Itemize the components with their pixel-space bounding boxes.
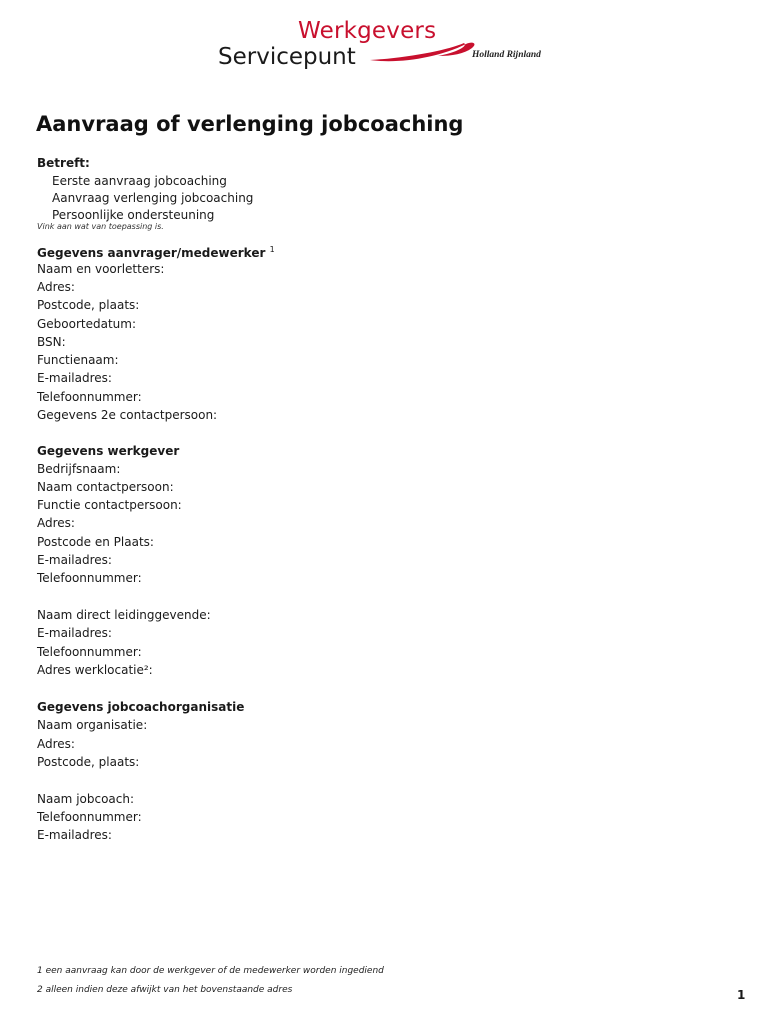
field-werkgever-email: E-mailadres: (37, 553, 112, 567)
field-werkgever-adres: Adres: (37, 516, 75, 530)
option-verlenging: Aanvraag verlenging jobcoaching (52, 191, 254, 205)
field-adres: Adres: (37, 280, 75, 294)
field-functienaam: Functienaam: (37, 353, 119, 367)
section-heading-werkgever: Gegevens werkgever (37, 444, 180, 458)
footnote-1: 1 een aanvraag kan door de werkgever of de medewerker worden ingediend (37, 966, 384, 976)
field-naam-contactpersoon: Naam contactpersoon: (37, 480, 174, 494)
field-functie-contactpersoon: Functie contactpersoon: (37, 498, 182, 512)
field-leidinggevende-email: E-mailadres: (37, 626, 112, 640)
page-number: 1 (737, 988, 746, 1002)
field-contactpersoon-2: Gegevens 2e contactpersoon: (37, 408, 218, 422)
aanvrager-heading-text: Gegevens aanvrager/medewerker (37, 246, 266, 260)
field-geboortedatum: Geboortedatum: (37, 317, 137, 331)
footnote-2: 2 alleen indien deze afwijkt van het bovenstaande adres (37, 985, 293, 995)
field-werkgever-postcode: Postcode en Plaats: (37, 535, 154, 549)
field-naam-leidinggevende: Naam direct leidinggevende: (37, 608, 211, 622)
betreft-label: Betreft: (37, 156, 90, 170)
logo-servicepunt: Servicepunt (218, 44, 356, 70)
option-persoonlijke-ondersteuning: Persoonlijke ondersteuning (52, 208, 215, 222)
field-jobcoach-email: E-mailadres: (37, 828, 112, 842)
field-leidinggevende-telefoon: Telefoonnummer: (37, 645, 142, 659)
logo-swoosh-icon (368, 34, 478, 64)
field-naam-organisatie: Naam organisatie: (37, 718, 148, 732)
option-eerste-aanvraag: Eerste aanvraag jobcoaching (52, 174, 227, 188)
field-postcode: Postcode, plaats: (37, 298, 140, 312)
logo (218, 18, 558, 78)
field-telefoonnummer: Telefoonnummer: (37, 390, 142, 404)
field-naam-jobcoach: Naam jobcoach: (37, 792, 135, 806)
field-adres-werklocatie: Adres werklocatie²: (37, 663, 153, 677)
field-naam: Naam en voorletters: (37, 262, 165, 276)
footnote-ref: 1 (269, 245, 275, 254)
logo-region: Holland Rijnland (472, 50, 541, 60)
betreft-hint: Vink aan wat van toepassing is. (37, 222, 164, 231)
field-jobcoach-telefoon: Telefoonnummer: (37, 810, 142, 824)
section-heading-aanvrager (37, 243, 275, 260)
field-organisatie-postcode: Postcode, plaats: (37, 755, 140, 769)
field-emailadres: E-mailadres: (37, 371, 112, 385)
field-organisatie-adres: Adres: (37, 737, 75, 751)
field-bsn: BSN: (37, 335, 66, 349)
field-bedrijfsnaam: Bedrijfsnaam: (37, 462, 121, 476)
logo-werkgevers: Werkgevers (298, 18, 437, 44)
page-title: Aanvraag of verlenging jobcoaching (36, 112, 464, 136)
section-heading-jobcoach: Gegevens jobcoachorganisatie (37, 700, 245, 714)
field-werkgever-telefoon: Telefoonnummer: (37, 571, 142, 585)
